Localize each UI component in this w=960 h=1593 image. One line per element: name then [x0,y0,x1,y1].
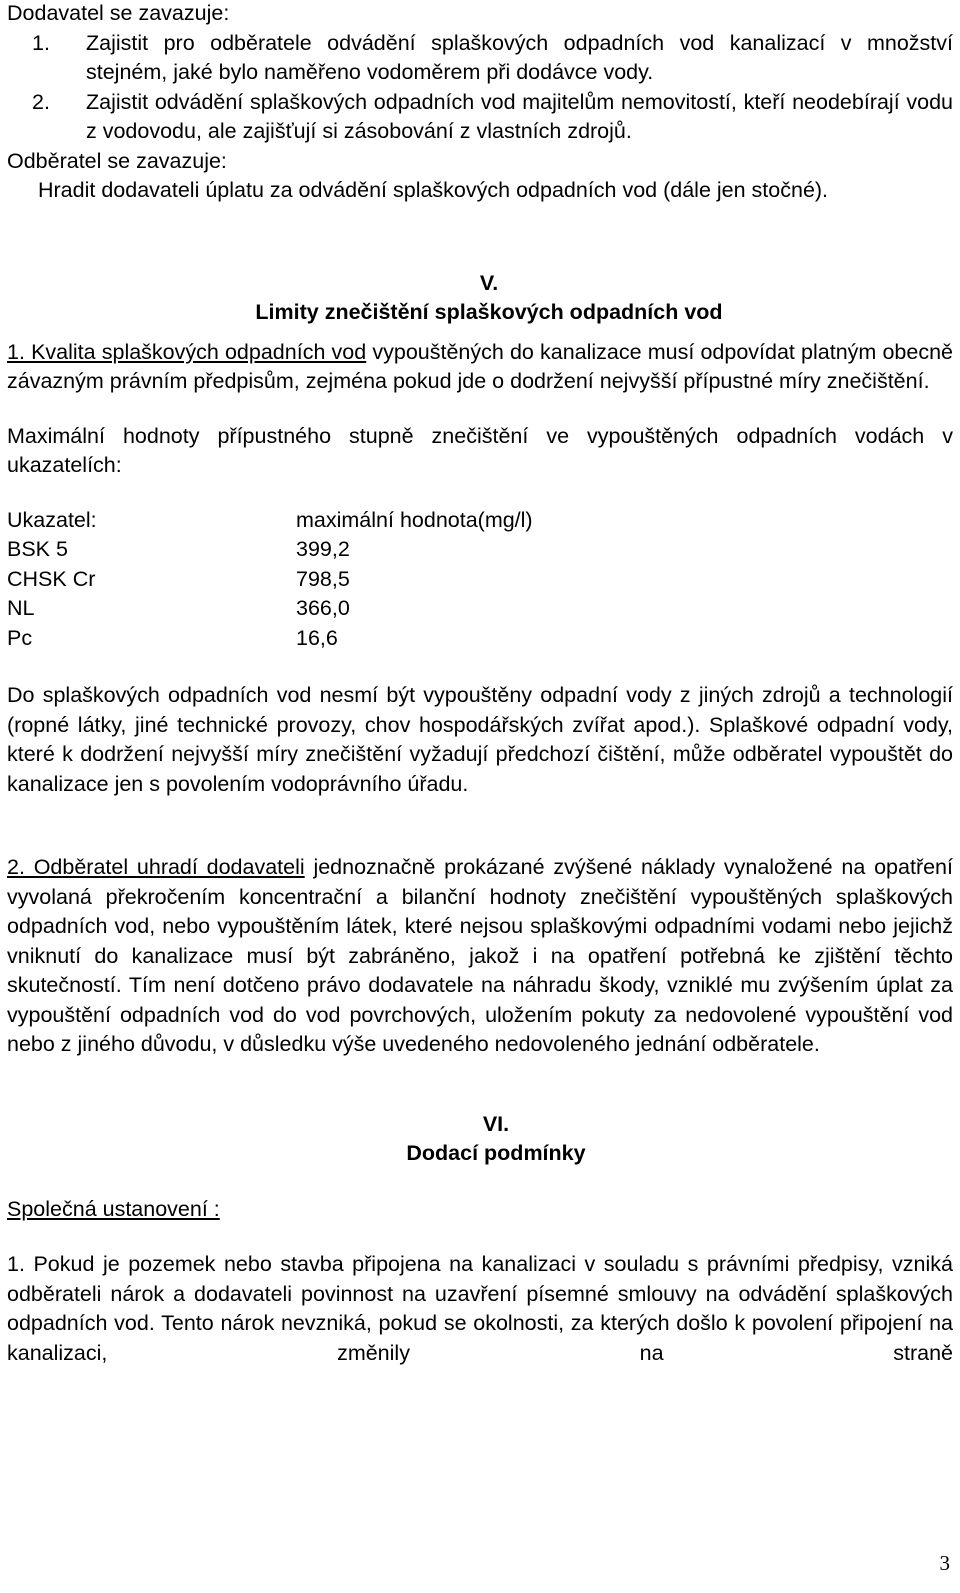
list-item-number: 2. [32,89,50,114]
table-cell-value: 366,0 [296,596,350,620]
table-header-value: maximální hodnota(mg/l) [296,507,533,532]
table-cell-value: 399,2 [296,537,350,561]
document-page [7,0,953,1368]
list-item [32,29,953,88]
chapter-v-title: Limity znečištění splaškových odpadních vod [255,300,723,324]
page-number: 3 [939,1550,950,1575]
customer-obligation-body: Hradit dodavateli úplatu za odvádění splaškových odpadních vod (dále jen stočné). [38,178,829,202]
chapter-v-paragraph-2: Maximální hodnoty přípustného stupně znečištění ve vypouštěných odpadních vodách v ukazatelích: [7,423,953,477]
table-header-indicator: Ukazatel: [7,507,97,532]
list-item-text: Zajistit odvádění splaškových odpadních vod majitelům nemovitostí, kteří neodebírají vodu z vodovodu, ale zajišťují si zásobování z vlastních zdrojů. [86,89,953,143]
table-cell-indicator: BSK 5 [7,537,68,561]
chapter-v-paragraph-4 [7,853,953,1060]
chapter-vi-paragraph-1: 1. Pokud je pozemek nebo stavba připojena na kanalizaci v souladu s právními předpisy, vzniká odběrateli nárok a dodavateli povinnost na uzavření písemné smlouvy na odvádění splaškových odpadních vod. Tento nárok nevzniká, pokud se okolnosti, za kterých došlo k povolení připojení na kanalizaci, změnily na straně [7,1252,953,1365]
list-item-text: Zajistit pro odběratele odvádění splaškových odpadních vod kanalizací v množství stejném, jaké bylo naměřeno vodoměrem při dodávce vody. [86,30,953,84]
chapter-v-number: V. [479,270,499,295]
list-item-number: 1. [32,30,50,55]
table-cell-indicator: NL [7,596,35,620]
table-cell-value: 16,6 [296,625,338,650]
chapter-v-paragraph-1 [7,338,953,397]
supplier-heading: Dodavatel se zavazuje: [7,1,230,25]
pollution-limits-table [7,506,953,654]
paragraph-4-underlined: 2. Odběratel uhradí dodavateli [7,855,305,879]
chapter-vi-title: Dodací podmínky [406,1141,586,1165]
chapter-vi-subheading: Společná ustanovení : [7,1196,220,1221]
table-cell-value: 798,5 [296,566,350,591]
supplier-obligations-list [7,29,953,147]
chapter-vi-number: VI. [482,1111,510,1136]
paragraph-1-underlined: 1. Kvalita splaškových odpadních vod [7,339,367,364]
table-cell-indicator: CHSK Cr [7,566,96,591]
customer-obligation-text [7,176,953,206]
paragraph-1-rest: vypouštěných do kanalizace musí odpovídat platným obecně závazným právním předpisům, zejména pokud jde o dodržení nejvyšší přípustné míry znečištění. [7,339,953,393]
list-item [32,88,953,147]
table-cell-indicator: Pc [7,625,33,650]
customer-heading: Odběratel se zavazuje: [7,148,227,173]
chapter-v-paragraph-3: Do splaškových odpadních vod nesmí být vypouštěny odpadní vody z jiných zdrojů a technologií (ropné látky, jiné technické provozy, chov hospodářských zvířat apod.). Splaškové odpadní vody, které k dodržení nejvyšší míry znečištění vyžadují předchozí čištění, může odběratel vypouštět do kanalizace jen s povolením vodoprávního úřadu. [7,683,953,796]
paragraph-4-rest: jednoznačně prokázané zvýšené náklady vynaložené na opatření vyvolaná překročením koncentrační a bilanční hodnoty znečištění vypouštěných splaškových odpadních vod, nebo vypouštěním látek, které nejsou splaškovými odpadními vodami nebo jejichž vniknutí do kanalizace musí být zabráněno, jakož i na opatření potřebná ke zjištění těchto skutečností. Tím není dotčeno právo dodavatele na náhradu škody, vzniklé mu zvýšením úplat za vypouštění odpadních vod do vod povrchových, uložením pokuty za nedovolené vypouštění vod nebo z jiného důvodu, v důsledku výše uvedeného nedovoleného jednání odběratele. [7,855,953,1056]
